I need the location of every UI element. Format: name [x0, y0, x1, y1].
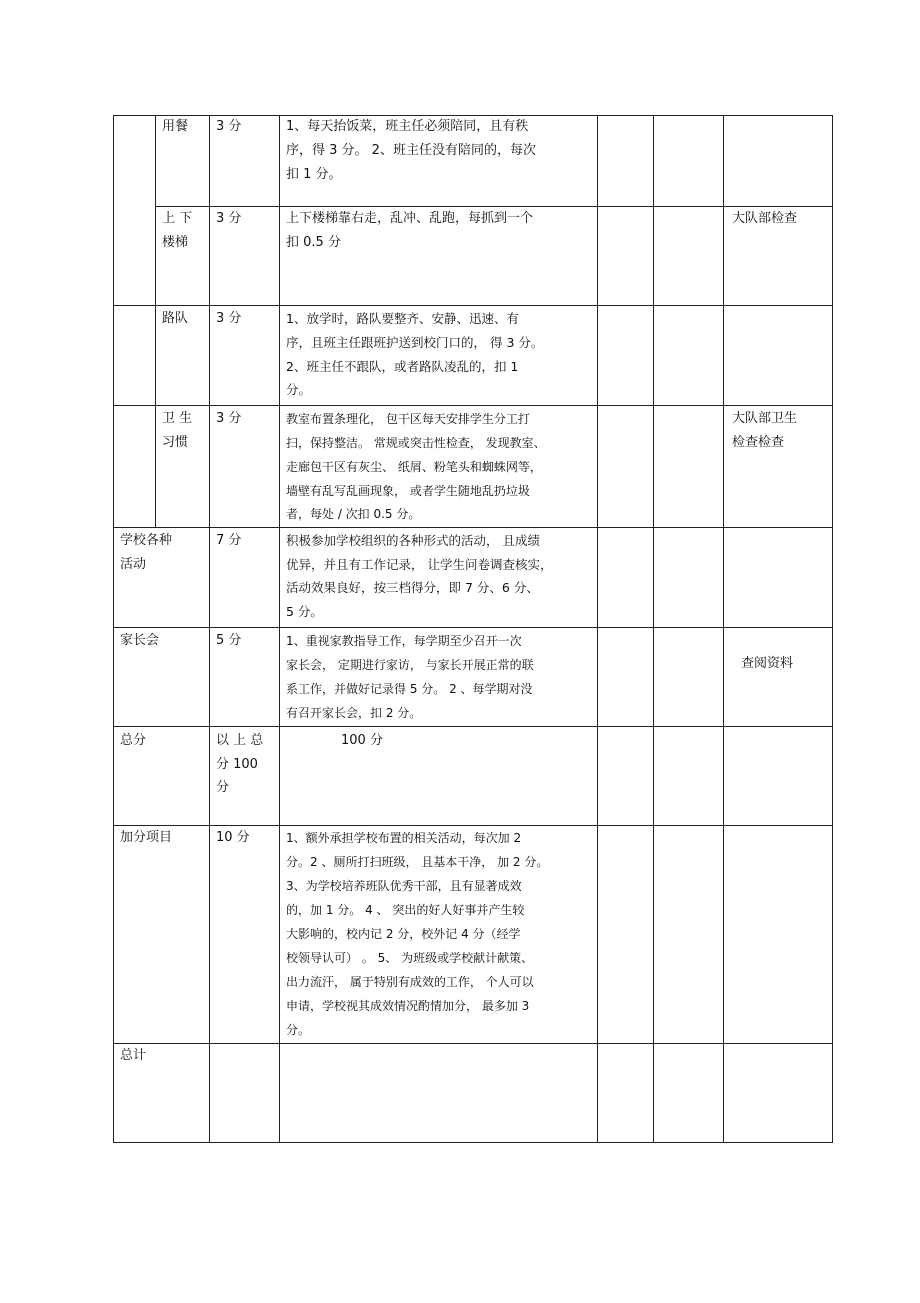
column-divider-item [155, 115, 156, 527]
row-activities-points: 7 分 [216, 533, 242, 548]
row-hygiene-check-line2: 检查检查 [732, 435, 785, 450]
row-meal-desc-line2: 序，得 3 分。 2、班主任没有陪同的，每次 [286, 143, 536, 158]
row-bonus-desc-line9: 分。 [286, 1023, 311, 1037]
row-meal-desc-line3: 扣 1 分。 [286, 167, 342, 182]
row-queue-points: 3 分 [216, 311, 242, 326]
row-divider-parents [113, 726, 833, 727]
column-divider-desc [279, 115, 280, 1143]
row-total-points-line1: 以 上 总 [216, 733, 264, 748]
row-hygiene-item-line2: 习惯 [162, 435, 189, 450]
row-parents-desc-line3: 系工作，并做好记录得 5 分。 2 、每学期对没 [286, 682, 533, 696]
row-hygiene-check-line1: 大队部卫生 [732, 411, 798, 426]
row-parents-item: 家长会 [120, 633, 160, 648]
row-parents-desc-line2: 家长会， 定期进行家访， 与家长开展正常的联 [286, 658, 534, 672]
row-queue-desc-line3: 2、班主任不跟队，或者路队凌乱的，扣 1 [286, 359, 519, 374]
row-parents-points: 5 分 [216, 633, 242, 648]
row-bonus-points: 10 分 [216, 830, 250, 845]
table-bottom-border [113, 1142, 833, 1143]
row-activities-desc-line2: 优异，并且有工作记录， 让学生问卷调查核实， [286, 557, 553, 572]
row-bonus-desc-line8: 申请，学校视其成效情况酌情加分， 最多加 3 [286, 999, 530, 1013]
row-hygiene-desc-line4: 墙壁有乱写乱画现象， 或者学生随地乱扔垃圾 [286, 484, 530, 498]
row-meal-points: 3 分 [216, 119, 242, 134]
row-divider-queue [113, 405, 833, 406]
row-parents-desc-line1: 1、重视家教指导工作，每学期至少召开一次 [286, 634, 522, 648]
row-queue-item: 路队 [162, 311, 189, 326]
row-stairs-desc-line2: 扣 0.5 分 [286, 235, 341, 250]
row-parents-check: 查阅资料 [741, 656, 794, 671]
table-left-border [113, 115, 114, 1143]
column-divider-points [209, 115, 210, 1143]
row-stairs-check: 大队部检查 [732, 211, 798, 226]
row-grand-total-item: 总计 [120, 1048, 147, 1063]
row-hygiene-desc-line2: 扫，保持整洁。 常规或突击性检查， 发现教室、 [286, 436, 546, 450]
row-hygiene-item-line1: 卫 生 [162, 411, 193, 426]
row-divider-bonus [113, 1043, 833, 1044]
row-divider-hygiene [113, 527, 833, 528]
row-bonus-desc-line4: 的，加 1 分。 4 、 突出的好人好事并产生较 [286, 903, 525, 917]
row-activities-desc-line1: 积极参加学校组织的各种形式的活动， 且成绩 [286, 533, 540, 548]
row-activities-item-line2: 活动 [120, 557, 147, 572]
row-bonus-desc-line1: 1、额外承担学校布置的相关活动，每次加 2 [286, 831, 522, 845]
row-divider-activities [113, 627, 833, 628]
row-stairs-item-line2: 楼梯 [162, 235, 189, 250]
row-activities-item-line1: 学校各种 [120, 533, 173, 548]
row-total-item: 总分 [120, 733, 147, 748]
row-queue-desc-line4: 分。 [286, 382, 312, 397]
row-divider-stairs [113, 305, 833, 306]
row-bonus-desc-line2: 分。2 、厕所打扫班级， 且基本干净， 加 2 分。 [286, 855, 549, 869]
row-hygiene-points: 3 分 [216, 411, 242, 426]
row-meal-desc-line1: 1、每天抬饭菜，班主任必须陪同，且有秩 [286, 119, 529, 134]
column-divider-check [723, 115, 724, 1143]
row-bonus-desc-line7: 出力流汗， 属于特别有成效的工作， 个人可以 [286, 975, 534, 989]
row-hygiene-desc-line3: 走廊包干区有灰尘、 纸屑、粉笔头和蜘蛛网等， [286, 460, 542, 474]
row-parents-desc-line4: 有召开家长会，扣 2 分。 [286, 706, 422, 720]
row-activities-desc-line3: 活动效果良好，按三档得分，即 7 分、6 分、 [286, 580, 539, 595]
row-total-points-line3: 分 [216, 780, 230, 795]
row-hygiene-desc-line5: 者，每处 / 次扣 0.5 分。 [286, 507, 421, 521]
row-activities-desc-line4: 5 分。 [286, 604, 323, 619]
row-total-points-line2: 分 100 [216, 757, 258, 772]
row-queue-desc-line1: 1、放学时，路队要整齐、安静、迅速、有 [286, 311, 519, 326]
column-divider-score2 [653, 115, 654, 1143]
row-stairs-desc-line1: 上下楼梯靠右走，乱冲、乱跑，每抓到一个 [286, 211, 534, 226]
row-stairs-points: 3 分 [216, 211, 242, 226]
column-divider-score1 [597, 115, 598, 1143]
row-bonus-desc-line3: 3、为学校培养班队优秀干部，且有显著成效 [286, 879, 522, 893]
row-total-desc: 100 分 [341, 733, 383, 748]
row-queue-desc-line2: 序，且班主任跟班护送到校门口的， 得 3 分。 [286, 335, 544, 350]
row-bonus-desc-line5: 大影响的，校内记 2 分，校外记 4 分（经学 [286, 927, 521, 941]
row-meal-item: 用餐 [162, 119, 189, 134]
row-bonus-desc-line6: 校领导认可） 。 5、 为班级或学校献计献策、 [286, 951, 534, 965]
row-hygiene-desc-line1: 教室布置条理化， 包干区每天安排学生分工打 [286, 412, 530, 426]
row-stairs-item-line1: 上 下 [162, 211, 193, 226]
table-right-border [832, 115, 833, 1143]
row-bonus-item: 加分项目 [120, 830, 173, 845]
